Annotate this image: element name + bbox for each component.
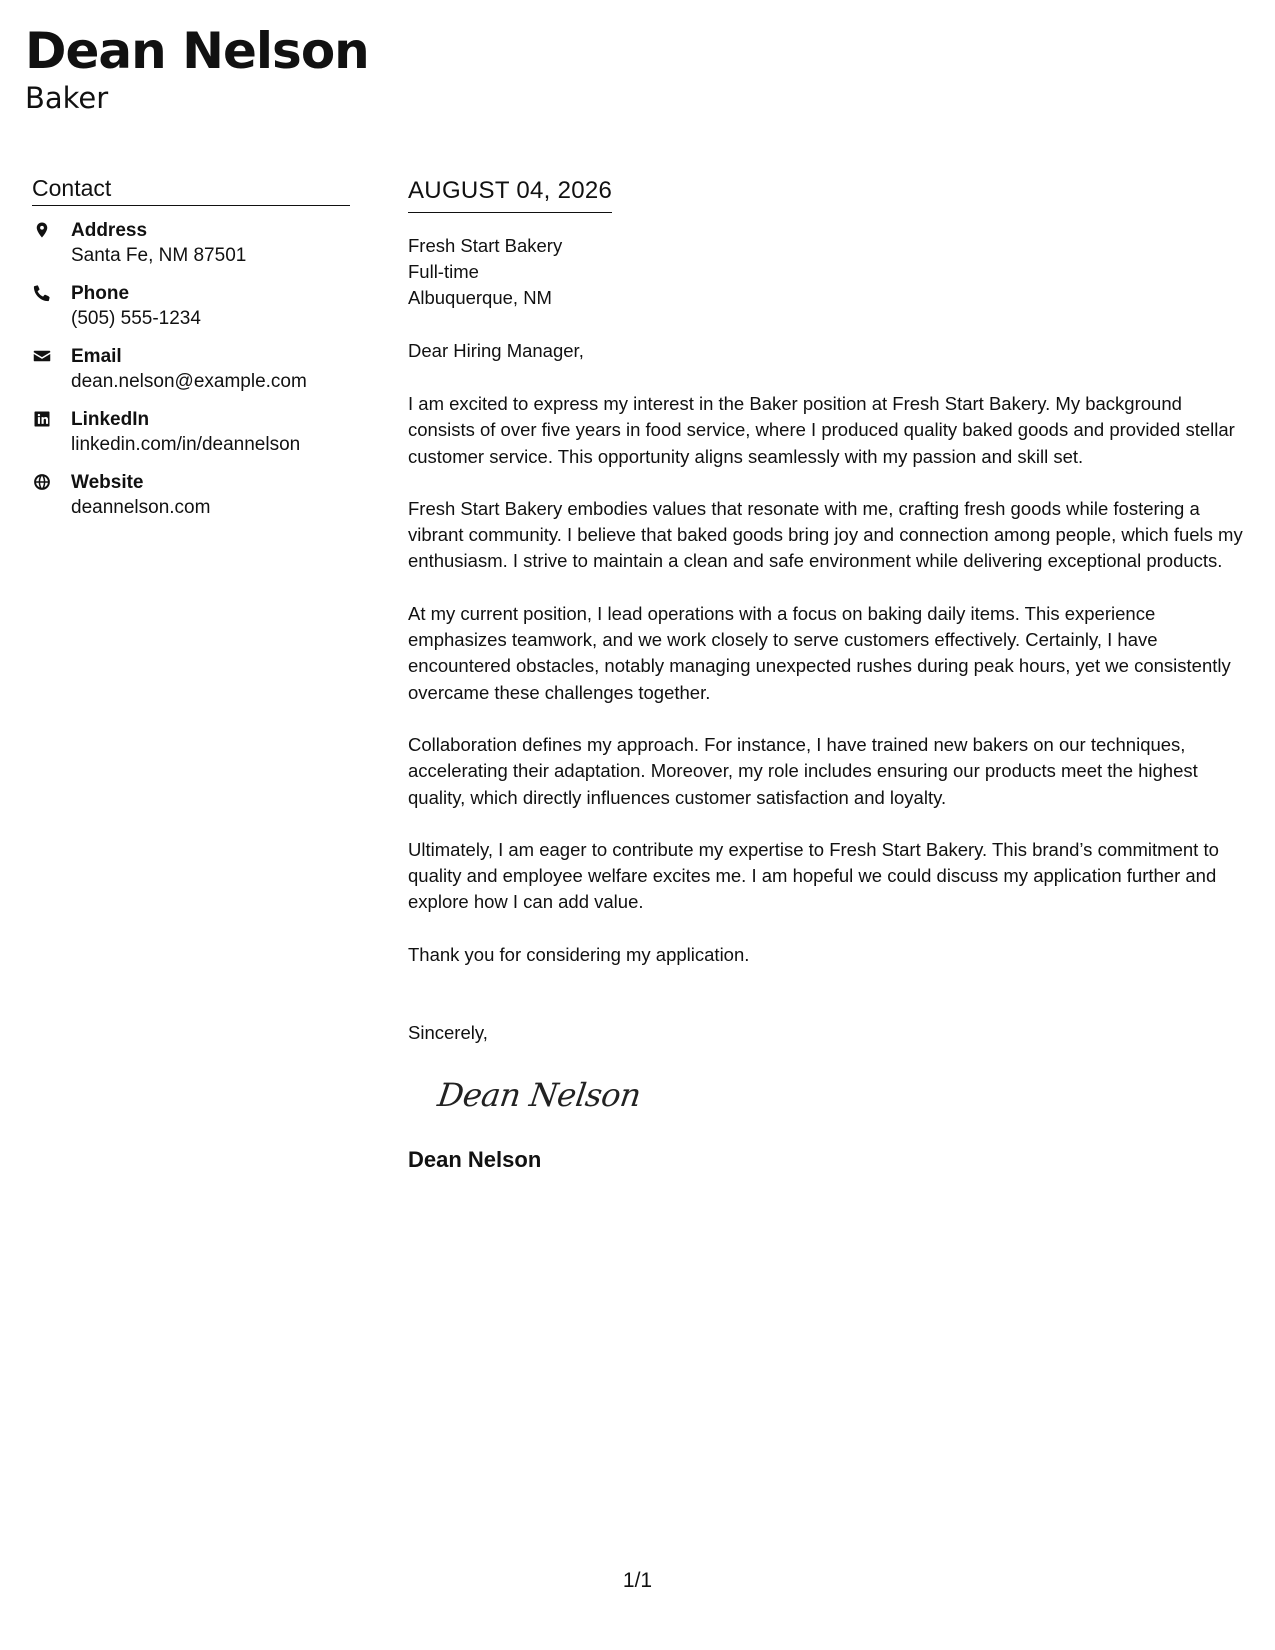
page-number: 1/1 xyxy=(622,1569,653,1592)
recipient-block xyxy=(408,233,1250,311)
job-title: Baker xyxy=(25,81,109,115)
map-pin-icon xyxy=(32,220,52,240)
contact-label-phone: Phone xyxy=(71,283,130,304)
contact-label-website: Website xyxy=(71,472,144,493)
contact-item-website xyxy=(32,470,350,520)
contact-item-address xyxy=(32,218,350,268)
closing: Sincerely, xyxy=(408,1022,488,1044)
contact-value-website: deannelson.com xyxy=(71,497,211,518)
contact-value-address: Santa Fe, NM 87501 xyxy=(71,245,247,266)
body-paragraph: Thank you for considering my application. xyxy=(408,943,750,965)
contact-value-email: dean.nelson@example.com xyxy=(71,371,307,392)
recipient-location: Albuquerque, NM xyxy=(408,287,552,308)
envelope-icon xyxy=(32,346,52,366)
contact-label-address: Address xyxy=(71,220,148,241)
signature-image xyxy=(435,1064,668,1126)
contact-heading: Contact xyxy=(32,174,350,206)
contact-value-phone: (505) 555-1234 xyxy=(71,308,201,329)
contact-label-email: Email xyxy=(71,346,122,367)
signature-text: Dean Nelson xyxy=(435,1076,644,1115)
contact-label-linkedin: LinkedIn xyxy=(71,409,150,430)
letter-date: AUGUST 04, 2026 xyxy=(408,176,612,213)
candidate-name: Dean Nelson xyxy=(25,22,369,80)
salutation: Dear Hiring Manager, xyxy=(408,340,584,361)
contact-item-linkedin xyxy=(32,407,350,457)
body-paragraph: Fresh Start Bakery embodies values that resonate with me, crafting fresh goods while fostering a vibrant community. I believe that baked goods bring joy and connection among people, which fuels my enthusiasm. I strive to maintain a clean and safe environment while delivering exceptional products. xyxy=(408,497,1243,572)
recipient-company: Fresh Start Bakery xyxy=(408,235,563,256)
contact-value-linkedin: linkedin.com/in/deannelson xyxy=(71,434,301,455)
contact-item-email xyxy=(32,344,350,394)
contact-sidebar xyxy=(32,174,350,533)
signer-name: Dean Nelson xyxy=(408,1147,542,1173)
globe-icon xyxy=(32,472,52,492)
body-paragraph: At my current position, I lead operations with a focus on baking daily items. This experience emphasizes teamwork, and we work closely to serve customers effectively. Certainly, I have encountered obstacles, notably managing unexpected rushes during peak hours, yet we consistently overcame these challenges together. xyxy=(408,602,1231,703)
body-paragraph: I am excited to express my interest in the Baker position at Fresh Start Bakery. My background consists of over five years in food service, where I produced quality baked goods and provided stellar customer service. This opportunity aligns seamlessly with my passion and skill set. xyxy=(408,393,1235,467)
contact-item-phone xyxy=(32,281,350,331)
recipient-employment-type: Full-time xyxy=(408,261,479,282)
phone-icon xyxy=(32,283,52,303)
linkedin-icon xyxy=(32,409,52,429)
letter-body xyxy=(408,176,1250,1174)
body-paragraph: Ultimately, I am eager to contribute my expertise to Fresh Start Bakery. This brand’s commitment to quality and employee welfare excites me. I am hopeful we could discuss my application further and explore how I can add value. xyxy=(408,838,1219,913)
body-paragraph: Collaboration defines my approach. For instance, I have trained new bakers on our techniques, accelerating their adaptation. Moreover, my role includes ensuring our products meet the highest quality, which directly influences customer satisfaction and loyalty. xyxy=(408,733,1198,808)
